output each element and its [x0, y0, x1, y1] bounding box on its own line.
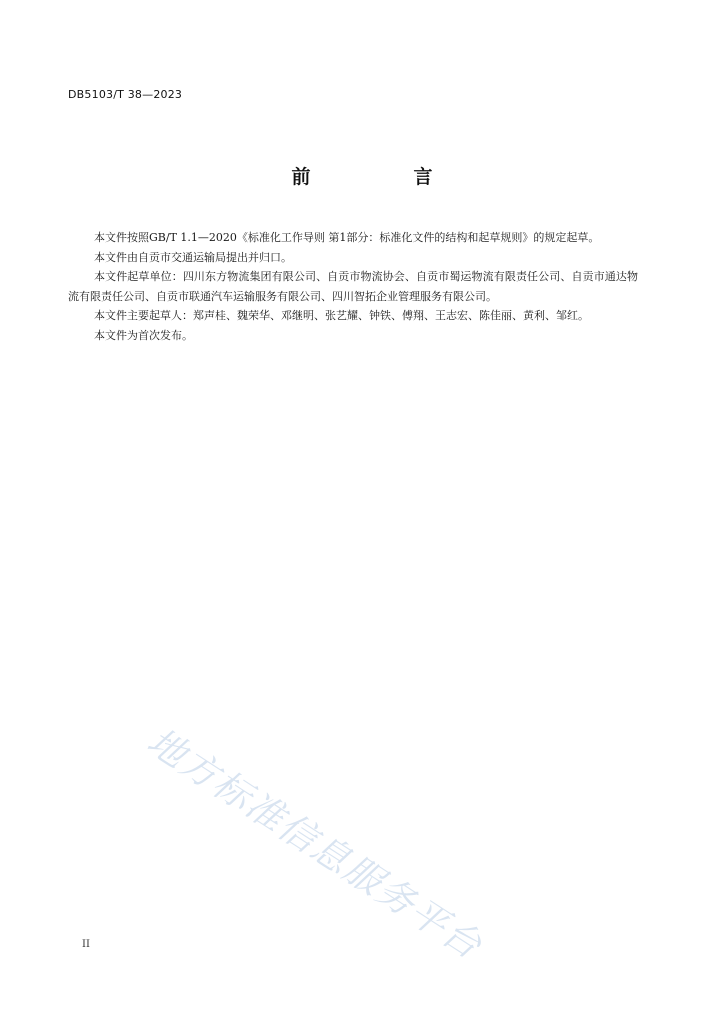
- foreword-body: [68, 228, 638, 346]
- page-number: II: [82, 939, 90, 950]
- paragraph-first-release: 本文件为首次发布。: [94, 328, 193, 342]
- watermark: 地方标准信息服务平台: [139, 719, 491, 969]
- paragraph-drafting-rules: 本文件按照GB/T 1.1—2020《标准化工作导则 第1部分：标准化文件的结构和起草规则》的规定起草。: [94, 231, 600, 244]
- page-title: 前 言: [291, 166, 475, 188]
- paragraph-drafting-units: 本文件起草单位：四川东方物流集团有限公司、自贡市物流协会、自贡市蜀运物流有限责任公司、自贡市通达物流有限责任公司、自贡市联通汽车运输服务有限公司、四川智拓企业管理服务有限公司。: [68, 270, 638, 303]
- paragraph-proposer: 本文件由自贡市交通运输局提出并归口。: [94, 250, 292, 264]
- paragraph-drafters: 本文件主要起草人：郑声桂、魏荣华、邓继明、张艺耀、钟铁、傅翔、王志宏、陈佳丽、黄利、邹红。: [94, 309, 589, 323]
- standard-number: DB5103/T 38—2023: [68, 88, 183, 101]
